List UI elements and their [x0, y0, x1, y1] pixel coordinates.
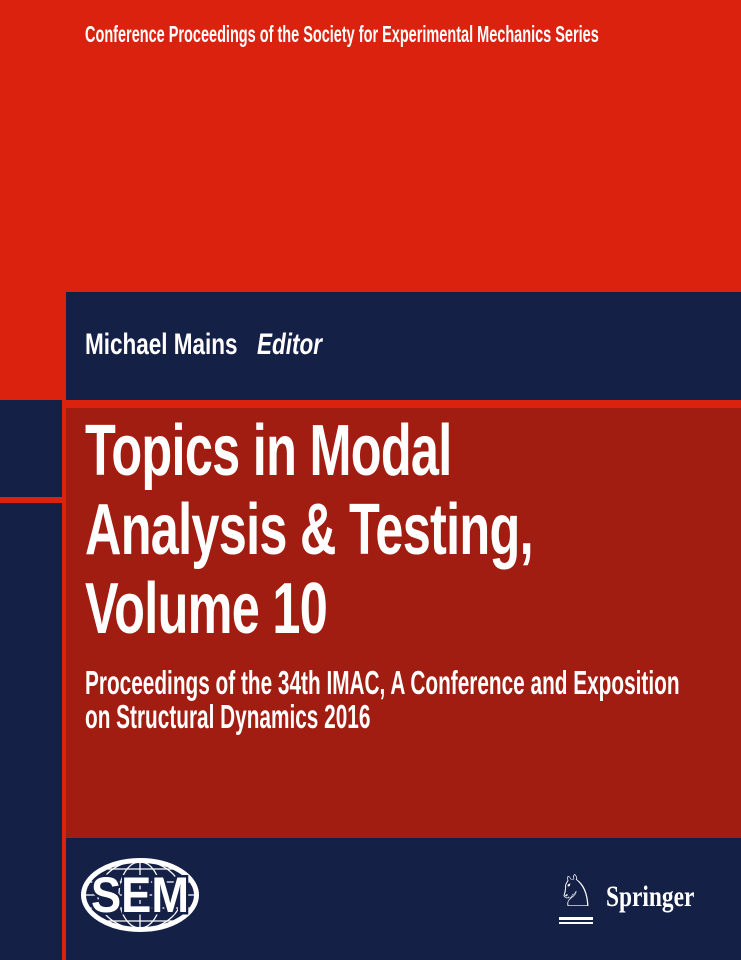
editor-label: Editor: [257, 328, 323, 361]
left-stripe-lower: [0, 503, 62, 960]
springer-knight-icon: [556, 866, 596, 924]
knight-baseline-bar: [559, 917, 593, 920]
author-line: [85, 328, 322, 362]
springer-wordmark: Springer: [605, 879, 695, 913]
sem-globe-logo: [80, 857, 200, 933]
left-stripe-upper: [0, 400, 62, 497]
book-subtitle-line-1: Proceedings of the 34th IMAC, A Conference and Exposition: [85, 664, 680, 701]
author-band: [66, 292, 741, 400]
book-subtitle: [85, 666, 680, 734]
springer-logo: [556, 866, 719, 924]
book-title-line-2: Analysis & Testing,: [85, 490, 533, 570]
book-subtitle-line-2: on Structural Dynamics 2016: [85, 698, 371, 735]
knight-baseline-bar-2: [559, 922, 593, 924]
book-title-line-3: Volume 10: [85, 569, 328, 649]
series-title: Conference Proceedings of the Society for Experimental Mechanics Series: [85, 21, 599, 47]
book-title-line-1: Topics in Modal: [85, 411, 452, 491]
author-name: Michael Mains: [85, 328, 238, 361]
knight-glyph: ♘: [556, 866, 596, 917]
title-block: [66, 408, 741, 838]
series-banner: [85, 21, 741, 48]
footer-band: [66, 838, 741, 960]
book-title: [85, 412, 533, 649]
sem-logo-text: SEM: [91, 867, 189, 923]
